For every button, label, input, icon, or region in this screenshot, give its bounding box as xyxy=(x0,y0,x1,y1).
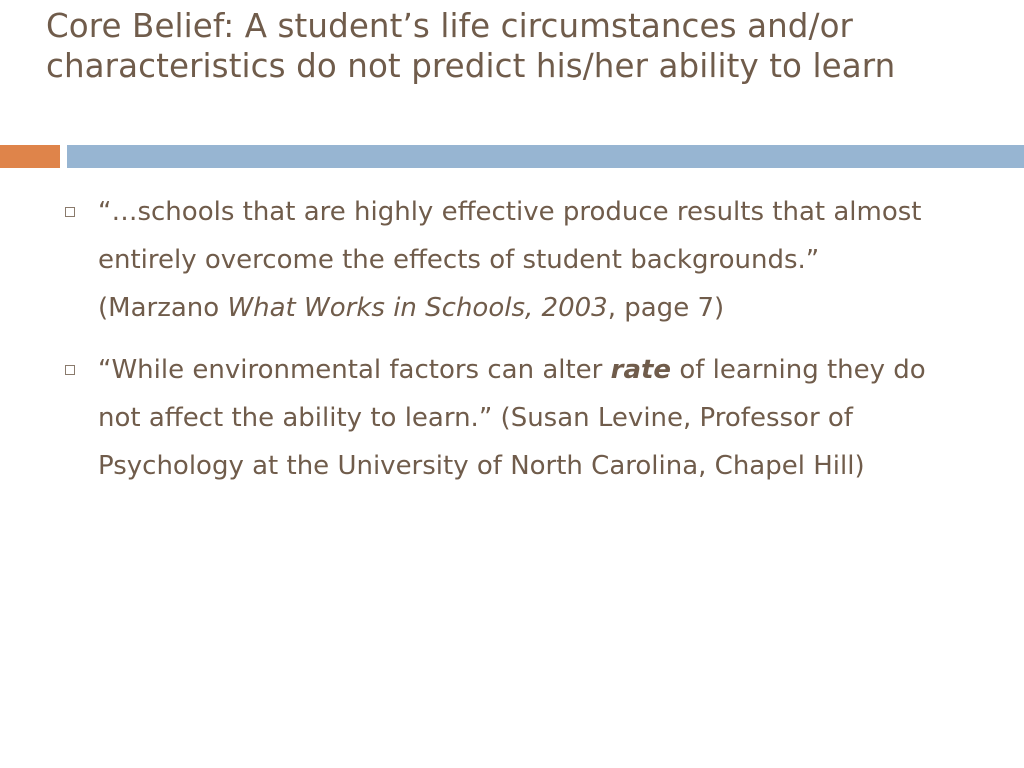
bullet-emphasis-word: rate xyxy=(610,355,672,385)
slide-title: Core Belief: A student’s life circumstances and/or characteristics do not predict his/her ability to learn xyxy=(46,7,896,85)
bullet-source-title: What Works in Schools, 2003 xyxy=(227,293,608,323)
bullet-text: “While environmental factors can alter xyxy=(98,355,611,385)
title-divider-bar xyxy=(67,145,1024,168)
bullet-text: “…schools that are highly effective produce results that almost entirely overcome the effects of student backgrounds.” (Marzano xyxy=(98,197,922,323)
bullet-text-end: of learning they do not affect the ability to learn.” (Susan Levine, Professor of Psychology at the University of North Carolina, Chapel Hill) xyxy=(98,355,926,481)
bullet-item-marzano-quote xyxy=(62,188,942,332)
hollow-square-icon xyxy=(65,365,75,375)
bullet-text-end: , page 7) xyxy=(607,293,725,323)
hollow-square-icon xyxy=(65,207,75,217)
bullet-list xyxy=(62,188,942,504)
bullet-item-levine-quote xyxy=(62,346,942,490)
title-divider-accent xyxy=(0,145,60,168)
